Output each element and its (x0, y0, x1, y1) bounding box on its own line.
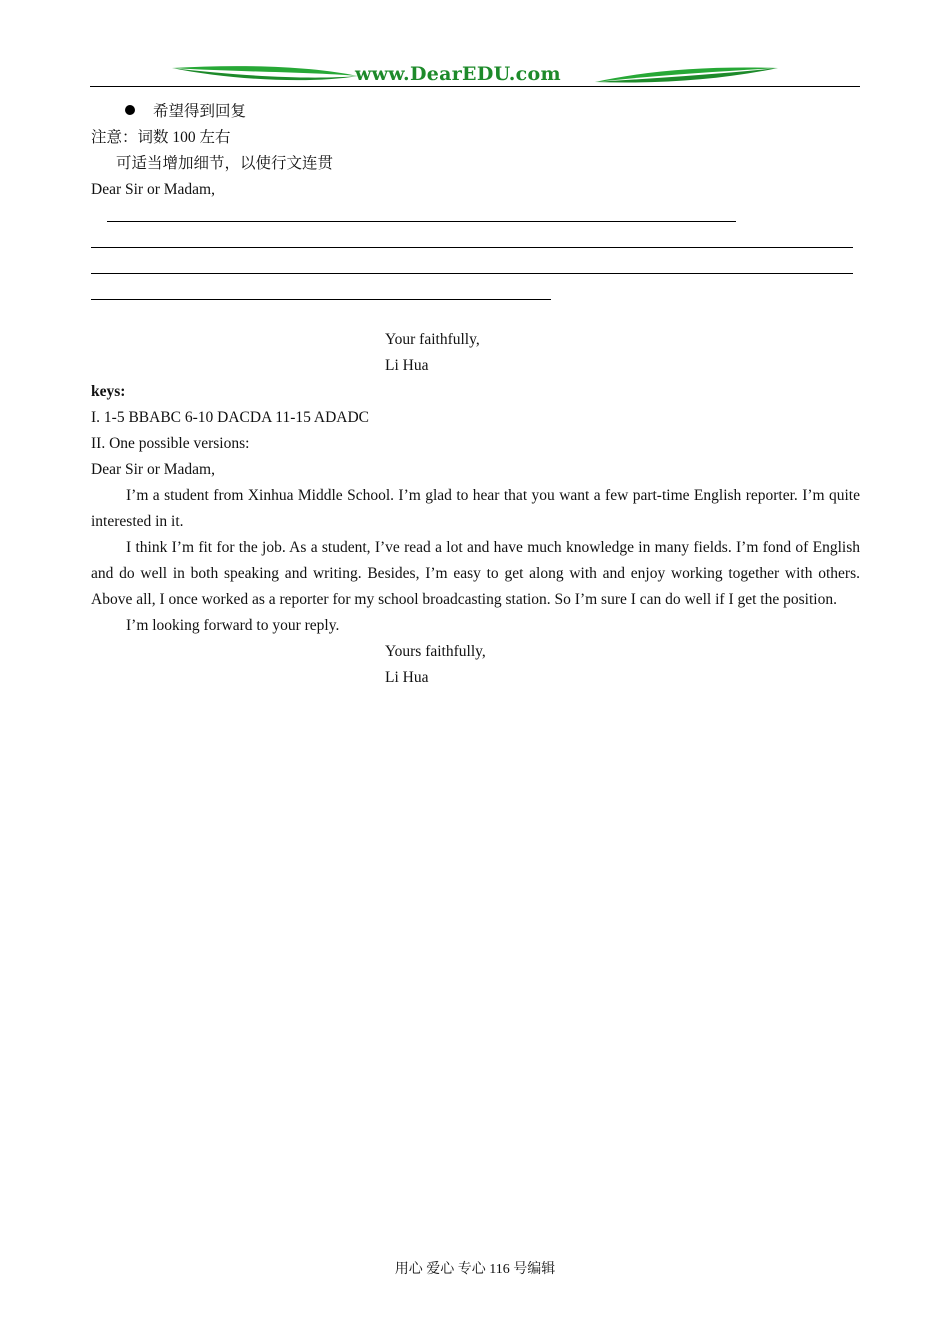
writing-line (91, 229, 860, 255)
task-salutation: Dear Sir or Madam, (91, 181, 215, 198)
task-closing: Your faithfully, (385, 331, 480, 348)
writing-line (91, 255, 860, 281)
sample-salutation: Dear Sir or Madam, (91, 461, 215, 478)
keys-heading: keys: (91, 383, 126, 400)
spacer (91, 307, 860, 327)
bullet-icon (125, 105, 135, 115)
word-count-note: 注意：词数 100 左右 (91, 129, 231, 146)
keys-part1: I. 1-5 BBABC 6-10 DACDA 11-15 ADADC (91, 409, 370, 426)
bullet-text: 希望得到回复 (153, 103, 247, 120)
header-rule (90, 86, 860, 87)
document-body (91, 99, 860, 691)
sample-signature: Li Hua (385, 669, 429, 686)
sample-closing: Yours faithfully, (385, 643, 486, 660)
task-signature: Li Hua (385, 357, 429, 374)
keys-part2: II. One possible versions: (91, 435, 250, 452)
page-footer: 用心 爱心 专心 116 号编辑 (394, 1262, 556, 1277)
writing-line (91, 281, 860, 307)
bullet-item (91, 99, 860, 125)
sample-paragraph: I think I’m fit for the job. As a student, I’ve read a lot and have much knowledge in many fields. I’m fond of English and do well in both speaking and writing. Besides, I’m easy to get along with and enjoy working together with others. Above all, I once worked as a reporter for my school broadcasting station. So I’m sure I can do well if I get the position. (91, 539, 860, 608)
site-logo-text: www.DearEDU.com (355, 63, 561, 85)
sample-paragraph: I’m looking forward to your reply. (126, 617, 340, 634)
note-detail: 可适当增加细节，以使行文连贯 (116, 155, 334, 172)
writing-line (91, 203, 860, 229)
sample-paragraph: I’m a student from Xinhua Middle School. I’m glad to hear that you want a few part-time English reporter. I’m quite interested in it. (91, 487, 860, 530)
